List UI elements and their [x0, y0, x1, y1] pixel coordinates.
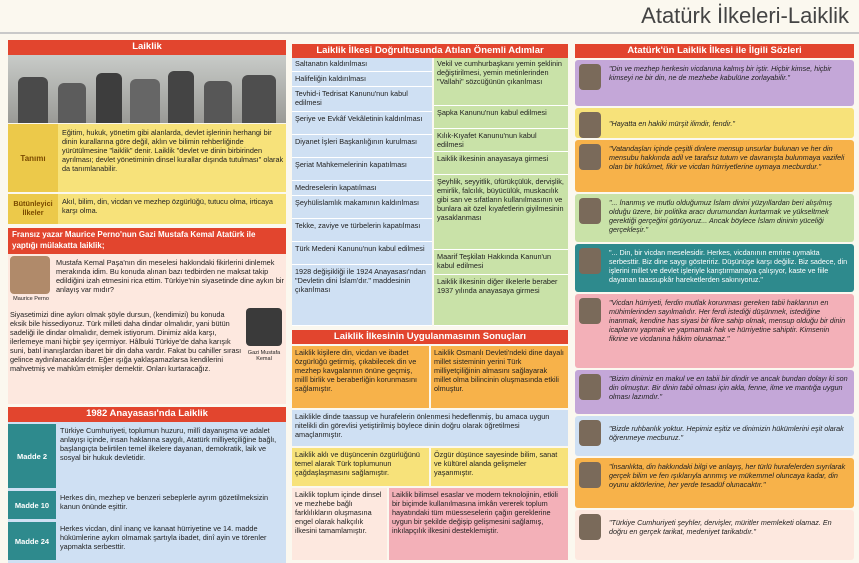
adim-item: Kılık-Kıyafet Kanunu'nun kabul edilmesi	[434, 130, 568, 152]
ataturk-portrait-icon	[579, 514, 601, 540]
adim-item: Laiklik ilkesinin diğer ilkelerle beraber 1937 yılında anayasaya girmesi	[434, 276, 568, 326]
perno-header: Fransız yazar Maurice Perno'nun Gazi Mustafa Kemal Atatürk ile yaptığı mülakatta laiklik;	[8, 228, 286, 254]
adim-item: Saltanatın kaldırılması	[292, 58, 432, 72]
adimlar-col1	[292, 58, 432, 326]
sonuclar-header: Laiklik İlkesinin Uygulanmasının Sonuçları	[292, 330, 568, 344]
butunleyici-label: Bütünleyici İlkeler	[8, 194, 58, 224]
quote-text: "İnsanlıkta, din hakkındaki bilgi ve anlayış, her türlü hurafelerden sıyrılarak gerçek bilim ve fen ışıklarıyla arınmış ve mükemmel oluncaya kadar, din oyunu aktörlerine, her yerde tesadüf olunacaktır."	[609, 462, 846, 489]
sonuc-6: Laiklik toplum içinde dinsel ve mezhebe bağlı farklılıkların oluşmasına engel olarak halkçılık ilkesini tamamlamıştır.	[292, 488, 387, 560]
quote-card	[575, 244, 854, 292]
quote-text: "... İnanmış ve mutlu olduğumuz İslam dinini yüzyıllardan beri alışılmış olduğu üzere, bir politika aracı durumundan kurtarmak ve yükseltmek gerektiği gerçeğini görüyoruz... Ancak böylece İslam dininin yüceliği gerçekleşir."	[609, 198, 833, 234]
adim-item: Halifeliğin kaldırılması	[292, 73, 432, 87]
quote-text: "... Din, bir vicdan meselesidir. Herkes, vicdanının emrine uymakta serbesttir. Biz dine saygı gösteririz. Düşünüşe karşı değiliz. Biz sadece, din işlerini millet ve devlet işleriyle karıştırmamaya çalışıyor, kaste ve fiile dayanan taassupkâr hareketlerden sakınıyoruz."	[609, 248, 848, 284]
title-rule	[0, 32, 859, 34]
quote-text: "Türkiye Cumhuriyeti şeyhler, dervişler, müritler memleketi olamaz. En doğru en gerçek tarikat, medeniyet tarikatıdır."	[609, 518, 832, 536]
ataturk-portrait-icon	[579, 64, 601, 90]
adim-item: Şeriat Mahkemelerinin kapatılması	[292, 159, 432, 181]
sonuc-2: Laiklik Osmanlı Devleti'ndeki dine dayalı millet sisteminin yerini Türk milliyetçiliğinin almasını sağlayarak millet olma bilincinin oluşmasında etkili olmuştur.	[431, 346, 568, 408]
adim-item: Tekke, zaviye ve türbelerin kapatılması	[292, 220, 432, 242]
sonuc-1: Laiklik kişilere din, vicdan ve ibadet özgürlüğü getirmiş, çıkabilecek din ve mezhep kavgalarının önüne geçmiş, millî birlik ve beraberliğin korunmasını sağlamıştır.	[292, 346, 429, 408]
ataturk-portrait-icon	[579, 462, 601, 488]
adim-item: Şeyhlik, seyyitlik, üfürükçülük, dervişlik, emirlik, falcılık, büyücülük, muskacılık gibi san ve sıfatların kullanılmasının ve bunlara ait özel kıyafetlerin giyilmesinin yasaklanması	[434, 176, 568, 250]
quote-card	[575, 140, 854, 192]
quote-text: "Bizde ruhbanlık yoktur. Hepimiz eşitiz ve dinimizin hükümlerini eşit olarak öğrenmeye mecburuz."	[609, 424, 844, 442]
ataturk-portrait-icon	[579, 298, 601, 324]
adim-item: Tevhid-i Tedrisat Kanunu'nun kabul edilmesi	[292, 88, 432, 112]
perno-portrait-icon	[10, 256, 50, 294]
adim-item: Maarif Teşkilatı Hakkında Kanun'un kabul edilmesi	[434, 251, 568, 275]
adim-item: Şeriye ve Evkâf Vekâletinin kaldırılması	[292, 113, 432, 135]
quote-text: "Din ve mezhep herkesin vicdanına kalmış bir iştir. Hiçbir kimse, hiçbir kimseyi ne bir din, ne de mezhebe kabulüne zorlayabilir."	[609, 64, 832, 82]
adim-item: Laiklik ilkesinin anayasaya girmesi	[434, 153, 568, 175]
adim-item: Türk Medeni Kanunu'nun kabul edilmesi	[292, 243, 432, 265]
gazi-portrait-icon	[246, 308, 282, 346]
sonuc-3: Laiklikle dinde taassup ve hurafelerin önlenmesi hedeflenmiş, bu amaca uygun nitelikli din görevlisi yetiştirilmiş böylece dinin doğru olarak öğretilmesi amaçlanmıştır.	[292, 410, 568, 446]
quote-card	[575, 370, 854, 414]
adim-item: Diyanet İşleri Başkanlığının kurulması	[292, 136, 432, 158]
perno-text: Mustafa Kemal Paşa'nın din meselesi hakkındaki fikirlerini dinlemek merakında idim. Bu konuda alınan bazı tedbirden ne maksat takip edildiğini izah etmesini rica ettim. Türkiye'nin siyasetinde dine aykırı bir anlayış var mıdır?	[56, 258, 284, 294]
quote-card	[575, 510, 854, 560]
ataturk-portrait-icon	[579, 144, 601, 170]
adim-item: Medreselerin kapatılması	[292, 182, 432, 196]
madde-24-text: Herkes vicdan, dinî inanç ve kanaat hürriyetine ve 14. madde hükümlerine aykırı olmamak şartıyla ibadet, dinî ayin ve törenler yapmakta serbesttir.	[60, 524, 267, 551]
ataturk-portrait-icon	[579, 112, 601, 138]
madde-10-label: Madde 10	[8, 491, 56, 519]
gazi-caption: Gazi Mustafa Kemal	[247, 350, 281, 362]
page-title: Atatürk İlkeleri-Laiklik	[641, 3, 849, 28]
ataturk-portrait-icon	[579, 198, 601, 224]
madde-2-label: Madde 2	[8, 424, 56, 488]
ataturk-portrait-icon	[579, 248, 601, 274]
madde-24-label: Madde 24	[8, 522, 56, 560]
perno-caption: Maurice Perno	[13, 296, 49, 302]
madde-10-text: Herkes din, mezhep ve benzeri sebeplerle ayrım gözetilmeksizin kanun önünde eşittir.	[60, 493, 269, 511]
laiklik-header: Laiklik	[8, 40, 286, 55]
quote-card	[575, 108, 854, 138]
quote-text: "Hayatta en hakiki mürşit ilimdir, fendir."	[609, 119, 735, 128]
quote-text: "Vicdan hürriyeti, ferdin mutlak korunması gereken tabii haklarının en mühimlerinden sayılmalıdır. Her ferdi istediği düşünmek, istediğine inanmak, kendine has siyasi bir fikre sahip olmak, mensup olduğu bir dinin icaplarını yapmak ve yapmamak hak ve hürriyetine sahiptir. Kimsenin fikrine ve vicdanına hâkim olunamaz."	[609, 298, 846, 343]
anayasa-header: 1982 Anayasası'nda Laiklik	[8, 407, 286, 422]
ataturk-portrait-icon	[579, 420, 601, 446]
quote-card	[575, 294, 854, 368]
adim-item: Şapka Kanunu'nun kabul edilmesi	[434, 107, 568, 129]
quote-card	[575, 458, 854, 508]
quote-card	[575, 194, 854, 242]
adim-item: 1928 değişikliği ile 1924 Anayasası'ndan "Devletin dini İslam'dır." maddesinin çıkarılması	[292, 266, 432, 326]
adimlar-header: Laiklik İlkesi Doğrultusunda Atılan Önemli Adımlar	[292, 44, 568, 58]
adimlar-col2	[434, 58, 568, 326]
historical-photo	[8, 55, 286, 123]
tanimi-text: Eğitim, hukuk, yönetim gibi alanlarda, devlet işlerinin herhangi bir dinin kurallarına göre değil, aklın ve bilimin rehberliğinde yürütülmesine "laiklik" denir. Laiklik "devlet ve dinin birbirinden ayrılması; devlet yönetiminin dinsel kurallar dışında tutulması" olarak da tanımlanabilir.	[62, 128, 284, 173]
butunleyici-text: Akıl, bilim, din, vicdan ve mezhep özgürlüğü, tutucu olma, irticaya karşı olma.	[62, 197, 273, 215]
tanimi-label: Tanımı	[8, 124, 58, 192]
sonuc-4: Laiklik aklı ve düşüncenin özgürlüğünü temel alarak Türk toplumunun çağdaşlaşmasını sağlamıştır.	[292, 448, 429, 486]
ataturk-portrait-icon	[579, 374, 601, 400]
quote-card	[575, 60, 854, 106]
quote-text: "Vatandaşları içinde çeşitli dinlere mensup unsurlar bulunan ve her din mensubu hakkında adil ve tarafsız tutum ve davranışta bulunmaya vazifeli olan bir hükûmet, fikir ve vicdan hürriyetlerine uymaya mecburdur."	[609, 144, 845, 171]
quote-text: "Bizim dinimiz en makul ve en tabii bir dindir ve ancak bundan dolayı ki son din olmuştur. Bir dinin tabii olması için akla, fenne, ilme ve mantığa uygun olması lazımdır."	[609, 374, 848, 401]
madde-2-text: Türkiye Cumhuriyeti, toplumun huzuru, millî dayanışma ve adalet anlayışı içinde, insan haklarına saygılı, Atatürk milliyetçiliğine bağlı, başlangıçta belirtilen temel ilkelere dayanan, demokratik, laik ve sosyal bir hukuk devletidir.	[60, 426, 277, 462]
sonuc-7: Laiklik bilimsel esaslar ve modern teknolojinin, etkili bir biçimde kullanılmasına imkân vererek toplum hayatındaki tüm müesseselerin çağın gereklerine uygun bir şekilde değişip gelişmesini sağlamış, inkılapçılık ilkesini desteklemiştir.	[389, 488, 568, 560]
sonuc-5: Özgür düşünce sayesinde bilim, sanat ve kültürel alanda gelişmeler yaşanmıştır.	[431, 448, 568, 486]
sozler-header: Atatürk'ün Laiklik İlkesi ile İlgili Sözleri	[575, 44, 854, 58]
gazi-text: Siyasetimizi dine aykırı olmak şöyle dursun, (kendimizi) bu konuda eksik bile hissediyoruz. Türk milleti daha dindar olmalıdır, yani bütün sadeliği ile dindar olmalıdır, demek istiyorum. Dinimiz akla karşı, ilerlemeye mani hiçbir şey içermiyor. Hâlbuki Türkiye'de daha karışık suni, batıl inanışlardan ibaret bir din daha vardır. Fakat bu cahiller sırası gelince aydınlanacaklardır. Eğer ışığa yaklaşamazlarsa kendilerini mahvetmiş ve mahkûm etmişler demektir. Onları kurtaracağız.	[10, 310, 242, 373]
adim-item: Vekil ve cumhurbaşkanı yemin şeklinin değiştirilmesi, yemin metinlerinden "Vallahi" sözcüğünün çıkarılması	[434, 58, 568, 106]
adim-item: Şeyhülislamlık makamının kaldırılması	[292, 197, 432, 219]
quote-card	[575, 416, 854, 456]
